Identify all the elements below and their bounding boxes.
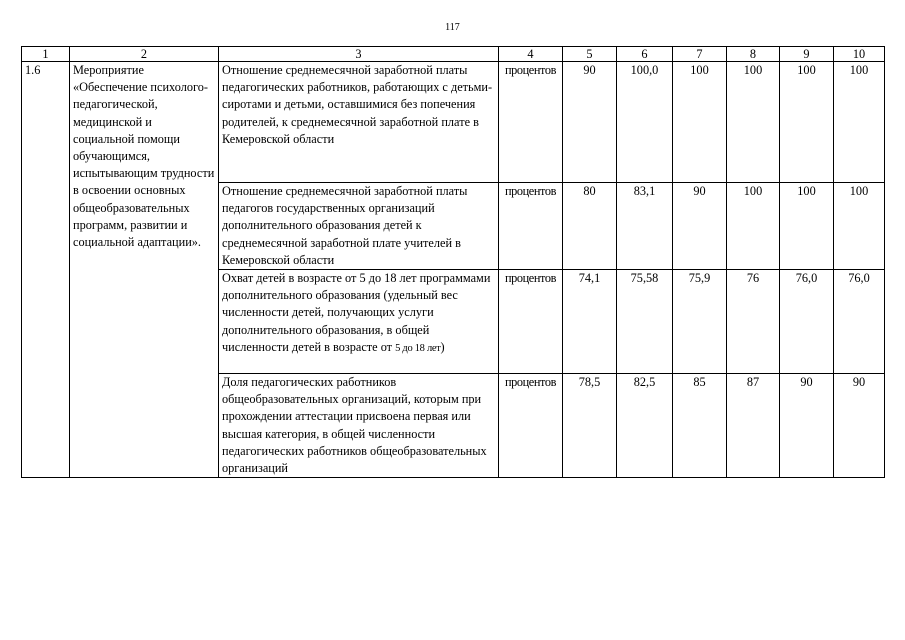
- indicator-text-age-range: 5 до 18 лет: [395, 342, 441, 354]
- value-cell: 75,58: [617, 270, 673, 374]
- value-cell: 74,1: [563, 270, 617, 374]
- indicator-text: Отношение среднемесячной заработной платы педагогических работников, работающих с детьми-сиротами и детьми, оставшимися без попечения родителей, к среднемесячной заработной плате в Кемеровской области: [219, 62, 499, 183]
- value-cell: 83,1: [617, 183, 673, 270]
- indicator-text-main: Охват детей в возрасте от 5 до 18 лет программами дополнительного образования (удельный вес численности детей, получающих услуги дополнительного образования, в общей численности детей в возрасте от: [222, 271, 491, 354]
- header-cell: 7: [673, 47, 727, 62]
- indicators-table: [21, 46, 885, 478]
- value-cell: 76,0: [780, 270, 834, 374]
- header-cell: 6: [617, 47, 673, 62]
- value-cell: 90: [563, 62, 617, 183]
- value-cell: 100: [673, 62, 727, 183]
- value-cell: 78,5: [563, 374, 617, 478]
- value-cell: 80: [563, 183, 617, 270]
- unit-cell: процентов: [499, 270, 563, 374]
- value-cell: 100,0: [617, 62, 673, 183]
- unit-cell: процентов: [499, 374, 563, 478]
- header-cell: 4: [499, 47, 563, 62]
- section-number: 1.6: [22, 62, 70, 478]
- page-number: 117: [445, 22, 460, 33]
- unit-cell: процентов: [499, 183, 563, 270]
- indicator-text: Отношение среднемесячной заработной платы педагогов государственных организаций дополнительного образования детей к среднемесячной заработной плате учителей в Кемеровской области: [219, 183, 499, 270]
- value-cell: 87: [727, 374, 780, 478]
- value-cell: 90: [673, 183, 727, 270]
- header-cell: 5: [563, 47, 617, 62]
- header-row: [22, 47, 885, 62]
- value-cell: 100: [727, 62, 780, 183]
- header-cell: 8: [727, 47, 780, 62]
- value-cell: 90: [780, 374, 834, 478]
- indicator-text: Доля педагогических работников общеобразовательных организаций, которым при прохождении аттестации присвоена первая или высшая категория, в общей численности педагогических работников общеобразовательных организаций: [219, 374, 499, 478]
- header-cell: 3: [219, 47, 499, 62]
- header-cell: 1: [22, 47, 70, 62]
- value-cell: 100: [727, 183, 780, 270]
- indicator-text-tail: ): [440, 339, 445, 354]
- table-row: [22, 62, 885, 183]
- value-cell: 100: [780, 183, 834, 270]
- header-cell: 9: [780, 47, 834, 62]
- header-cell: 2: [70, 47, 219, 62]
- header-cell: 10: [834, 47, 885, 62]
- value-cell: 100: [834, 62, 885, 183]
- unit-cell: процентов: [499, 62, 563, 183]
- value-cell: 100: [834, 183, 885, 270]
- value-cell: 100: [780, 62, 834, 183]
- value-cell: 76,0: [834, 270, 885, 374]
- value-cell: 75,9: [673, 270, 727, 374]
- value-cell: 76: [727, 270, 780, 374]
- event-description: Мероприятие «Обеспечение психолого-педагогической, медицинской и социальной помощи обучающимся, испытывающим трудности в освоении основных общеобразовательных программ, развитии и социальной адаптации».: [70, 62, 219, 478]
- value-cell: 85: [673, 374, 727, 478]
- value-cell: 90: [834, 374, 885, 478]
- value-cell: 82,5: [617, 374, 673, 478]
- indicator-text: [219, 270, 499, 374]
